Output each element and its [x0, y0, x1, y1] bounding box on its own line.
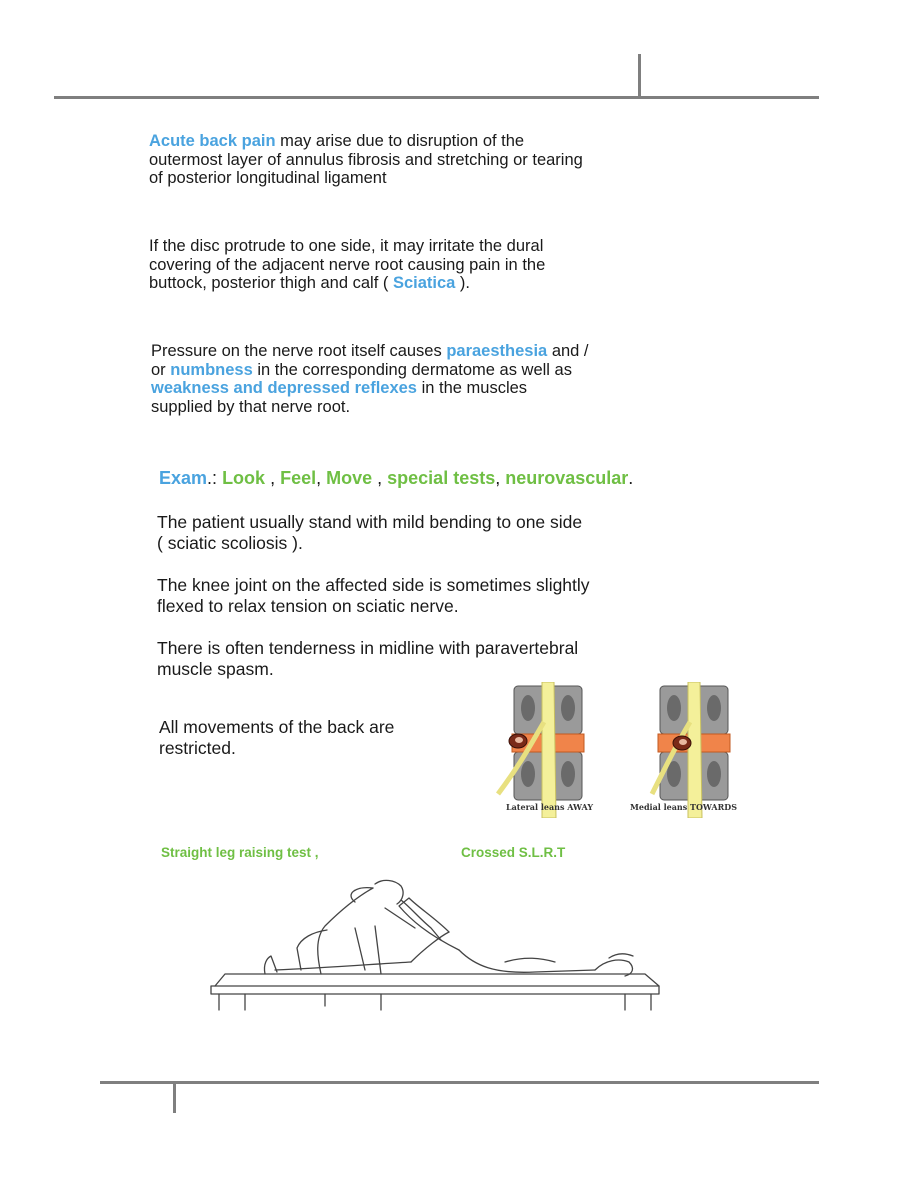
highlight-acute-back-pain: Acute back pain [149, 132, 276, 150]
separator: .: [207, 468, 223, 488]
text-line: There is often tenderness in midline with paravertebral [157, 638, 579, 658]
crossed-slr-label: Crossed S.L.R.T [461, 845, 566, 860]
exam-heading [159, 468, 633, 489]
text-segment: Pressure on the nerve root itself causes [151, 342, 447, 360]
text-segment: or [151, 360, 171, 379]
separator: . [628, 468, 634, 488]
text-line: flexed to relax tension on sciatic nerve. [157, 596, 459, 616]
exam-feel: Feel [280, 468, 317, 488]
text-line: covering of the adjacent nerve root causing pain in the [149, 255, 546, 274]
text-segment: buttock, posterior thigh and calf ( [149, 274, 393, 292]
text-segment: ). [455, 274, 471, 292]
highlight-paraesthesia: paraesthesia [446, 342, 548, 360]
caption-medial: Medial leans TOWARDS [630, 802, 737, 812]
header-divider [638, 54, 641, 98]
disc-herniation-figure [492, 682, 750, 818]
straight-leg-raise-illustration [205, 878, 665, 1013]
text-line: supplied by that nerve root. [151, 397, 351, 416]
separator: , [495, 468, 506, 488]
header-rule [54, 96, 819, 99]
text-line: If the disc protrude to one side, it may irritate the dural [149, 237, 544, 255]
exam-neurovascular: neurovascular [505, 468, 629, 488]
exam-special-tests: special tests [387, 468, 496, 488]
separator: , [372, 468, 388, 488]
separator: , [316, 468, 327, 488]
slr-titles [161, 845, 565, 860]
footer-rule [100, 1081, 819, 1084]
paragraph-acute-back-pain [149, 132, 583, 188]
text-line: The knee joint on the affected side is sometimes slightly [157, 575, 590, 595]
highlight-weakness: weakness and depressed reflexes [151, 379, 417, 397]
text-segment: in the muscles [416, 379, 528, 397]
highlight-sciatica: Sciatica [392, 274, 456, 292]
paragraph-nerve-root-pressure [151, 342, 589, 416]
finding-scoliosis [157, 512, 582, 554]
finding-knee-flexed [157, 575, 590, 617]
text-segment: may arise due to disruption of the [275, 132, 525, 150]
text-line: All movements of the back are [159, 717, 395, 737]
caption-lateral: Lateral leans AWAY [506, 802, 594, 812]
exam-look: Look [222, 468, 266, 488]
exam-move: Move [326, 468, 373, 488]
text-segment: in the corresponding dermatome as well as [252, 360, 572, 379]
footer-divider [173, 1083, 176, 1113]
text-line: outermost layer of annulus fibrosis and stretching or tearing [149, 150, 583, 169]
finding-tenderness [157, 638, 578, 680]
text-line: restricted. [159, 738, 236, 758]
exam-label: Exam [159, 468, 208, 488]
finding-movements-restricted [159, 717, 394, 759]
lateral-herniation-diagram [498, 682, 584, 818]
text-line: The patient usually stand with mild bending to one side [157, 512, 583, 532]
text-line: muscle spasm. [157, 659, 274, 679]
slr-test-label: Straight leg raising test , [161, 845, 319, 860]
medial-herniation-diagram [652, 682, 730, 818]
separator: , [265, 468, 281, 488]
text-line: of posterior longitudinal ligament [149, 169, 387, 187]
text-segment: and / [547, 342, 589, 360]
highlight-numbness: numbness [170, 360, 253, 379]
text-line: ( sciatic scoliosis ). [157, 533, 303, 553]
paragraph-sciatica [149, 237, 545, 293]
